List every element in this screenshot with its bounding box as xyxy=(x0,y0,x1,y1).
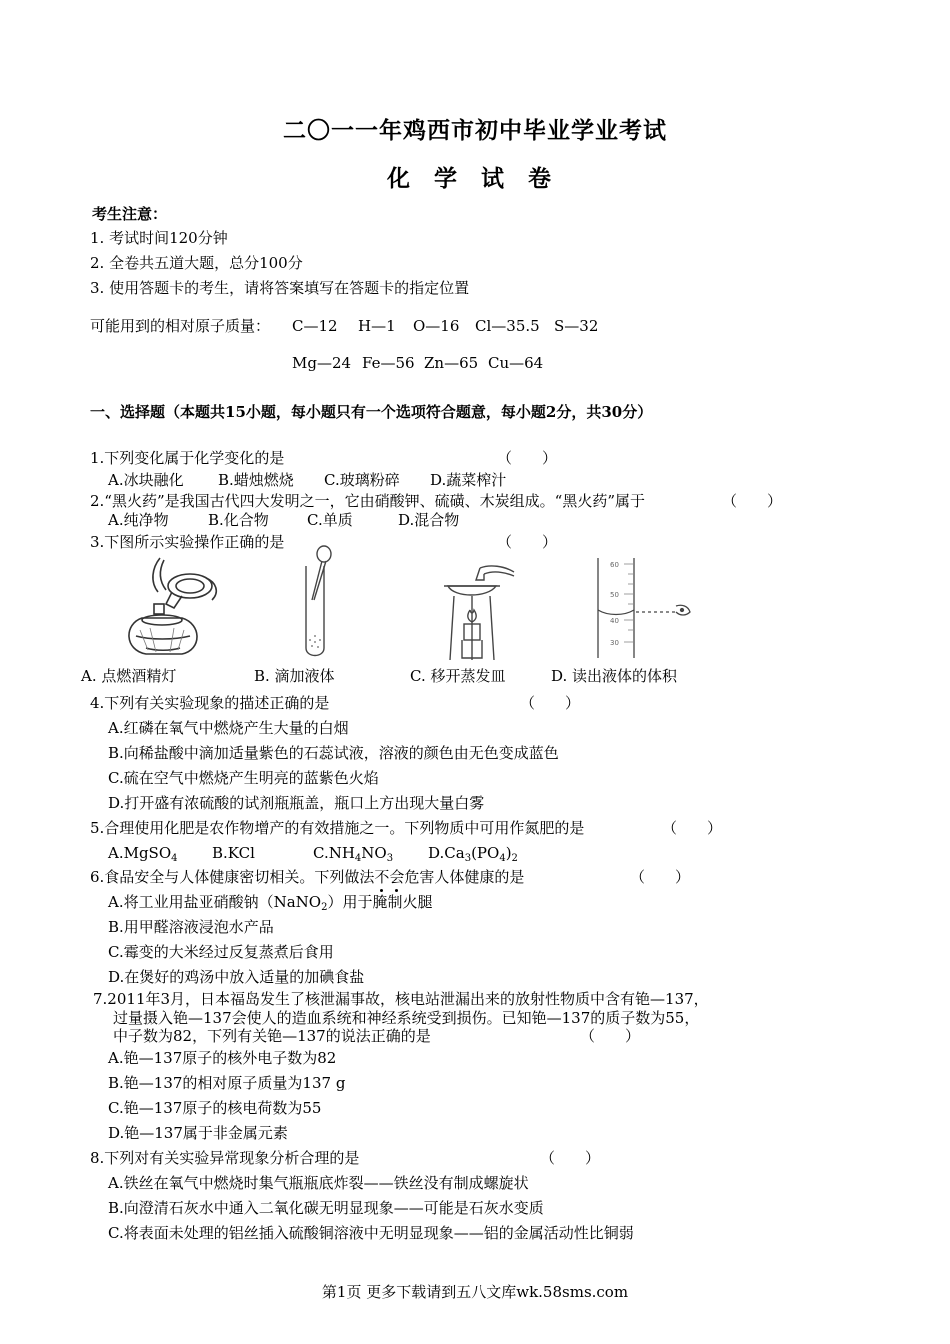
q7-option-a: A.铯—137原子的核外电子数为82 xyxy=(108,1049,337,1067)
q6-stem: 6.食品安全与人体健康密切相关。下列做法不会危害人体健康的是 xyxy=(90,868,525,886)
q6-option-d: D.在煲好的鸡汤中放入适量的加碘食盐 xyxy=(108,968,365,986)
q8-option-a: A.铁丝在氧气中燃烧时集气瓶瓶底炸裂——铁丝没有制成螺旋状 xyxy=(108,1174,529,1192)
notice-heading: 考生注意： xyxy=(92,205,168,223)
atomic-mass-s: S—32 xyxy=(554,317,599,335)
q7-stem-line-3: 中子数为82，下列有关铯—137的说法正确的是 xyxy=(113,1027,431,1045)
atomic-mass-mg: Mg—24 xyxy=(292,354,352,372)
q5-answer-paren: （ ） xyxy=(662,819,723,837)
q3-option-a: A. 点燃酒精灯 xyxy=(81,667,177,685)
q3-option-b: B. 滴加液体 xyxy=(254,667,335,685)
exam-subtitle: 化学试卷 xyxy=(387,165,575,192)
q4-option-a: A.红磷在氧气中燃烧产生大量的白烟 xyxy=(108,719,349,737)
q8-option-c: C.将表面未处理的铝丝插入硫酸铜溶液中无明显现象——铝的金属活动性比铜弱 xyxy=(108,1224,634,1242)
atomic-mass-label: 可能用到的相对原子质量： xyxy=(90,317,271,335)
q1-stem: 1.下列变化属于化学变化的是 xyxy=(90,449,285,467)
atomic-mass-h: H—1 xyxy=(358,317,396,335)
q7-answer-paren: （ ） xyxy=(580,1027,641,1045)
q2-option-c: C.单质 xyxy=(307,511,353,529)
notice-item-2: 2. 全卷共五道大题，总分100分 xyxy=(90,254,303,272)
scale-label-50: 50 xyxy=(610,591,619,599)
q5-option-d: $D.Ca_3(PO_4)_2$ xyxy=(428,844,518,864)
q4-option-b: B.向稀盐酸中滴加适量紫色的石蕊试液，溶液的颜色由无色变成蓝色 xyxy=(108,744,559,762)
alcohol-lamp-figure xyxy=(116,552,228,660)
graduated-cylinder-figure xyxy=(588,554,698,662)
q4-option-d: D.打开盛有浓硫酸的试剂瓶瓶盖，瓶口上方出现大量白雾 xyxy=(108,794,485,812)
q6-option-c: C.霉变的大米经过反复蒸煮后食用 xyxy=(108,943,334,961)
q1-answer-paren: （ ） xyxy=(497,449,558,467)
q5-stem: 5.合理使用化肥是农作物增产的有效措施之一。下列物质中可用作氮肥的是 xyxy=(90,819,585,837)
q7-stem-line-1: 7.2011年3月，日本福岛发生了核泄漏事故，核电站泄漏出来的放射性物质中含有铯—137， xyxy=(93,990,709,1008)
atomic-mass-o: O—16 xyxy=(413,317,460,335)
q4-answer-paren: （ ） xyxy=(520,694,581,712)
notice-item-3: 3. 使用答题卡的考生，请将答案填写在答题卡的指定位置 xyxy=(90,279,470,297)
q7-stem-line-2: 过量摄入铯—137会使人的造血系统和神经系统受到损伤。已知铯—137的质子数为55， xyxy=(113,1009,700,1027)
evaporating-dish-figure xyxy=(440,562,518,662)
page-footer: 第1页 更多下载请到五八文库wk.58sms.com xyxy=(321,1283,629,1301)
section-1-heading: 一、选择题（本题共15小题，每小题只有一个选项符合题意，每小题2分，共30分） xyxy=(90,403,653,421)
q2-option-a: A.纯净物 xyxy=(108,511,169,529)
scale-label-60: 60 xyxy=(610,561,619,569)
q2-option-d: D.混合物 xyxy=(398,511,460,529)
q1-option-b: B.蜡烛燃烧 xyxy=(218,471,294,489)
q5-option-a: A.MgSO$_4$ xyxy=(108,844,178,864)
atomic-mass-cu: Cu—64 xyxy=(488,354,544,372)
q3-option-c: C. 移开蒸发皿 xyxy=(410,667,506,685)
q1-option-a: A.冰块融化 xyxy=(108,471,184,489)
q8-option-b: B.向澄清石灰水中通入二氧化碳无明显现象——可能是石灰水变质 xyxy=(108,1199,544,1217)
atomic-mass-cl: Cl—35.5 xyxy=(475,317,540,335)
q1-option-c: C.玻璃粉碎 xyxy=(324,471,400,489)
dropper-test-tube-figure xyxy=(294,544,344,662)
scale-label-30: 30 xyxy=(610,639,619,647)
q1-option-d: D.蔬菜榨汁 xyxy=(430,471,507,489)
atomic-mass-zn: Zn—65 xyxy=(424,354,479,372)
q3-stem: 3.下图所示实验操作正确的是 xyxy=(90,533,285,551)
q7-option-d: D.铯—137属于非金属元素 xyxy=(108,1124,288,1142)
q5-option-b: B.KCl xyxy=(212,844,255,862)
atomic-mass-c: C—12 xyxy=(292,317,338,335)
q7-option-b: B.铯—137的相对原子质量为137 g xyxy=(108,1074,346,1092)
q5-option-c: $C.NH_4NO_3$ xyxy=(313,844,394,864)
q7-option-c: C.铯—137原子的核电荷数为55 xyxy=(108,1099,322,1117)
q3-answer-paren: （ ） xyxy=(497,533,558,551)
q2-stem: 2.“黑火药”是我国古代四大发明之一，它由硝酸钾、硫磺、木炭组成。“黑火药”属于 xyxy=(90,492,645,510)
atomic-mass-fe: Fe—56 xyxy=(362,354,415,372)
q2-option-b: B.化合物 xyxy=(208,511,269,529)
q6-option-b: B.用甲醛溶液浸泡水产品 xyxy=(108,918,274,936)
q8-answer-paren: （ ） xyxy=(540,1149,601,1167)
q8-stem: 8.下列对有关实验异常现象分析合理的是 xyxy=(90,1149,360,1167)
q4-option-c: C.硫在空气中燃烧产生明亮的蓝紫色火焰 xyxy=(108,769,379,787)
q6-option-a: A.将工业用盐亚硝酸钠（NaNO$_2$）用于腌制火腿 xyxy=(108,893,433,913)
q6-answer-paren: （ ） xyxy=(630,868,691,886)
exam-title: 二〇一一年鸡西市初中毕业学业考试 xyxy=(283,117,667,144)
notice-item-1: 1. 考试时间120分钟 xyxy=(90,229,228,247)
q4-stem: 4.下列有关实验现象的描述正确的是 xyxy=(90,694,330,712)
scale-label-40: 40 xyxy=(610,617,619,625)
q3-option-d: D. 读出液体的体积 xyxy=(551,667,678,685)
q2-answer-paren: （ ） xyxy=(722,492,783,510)
